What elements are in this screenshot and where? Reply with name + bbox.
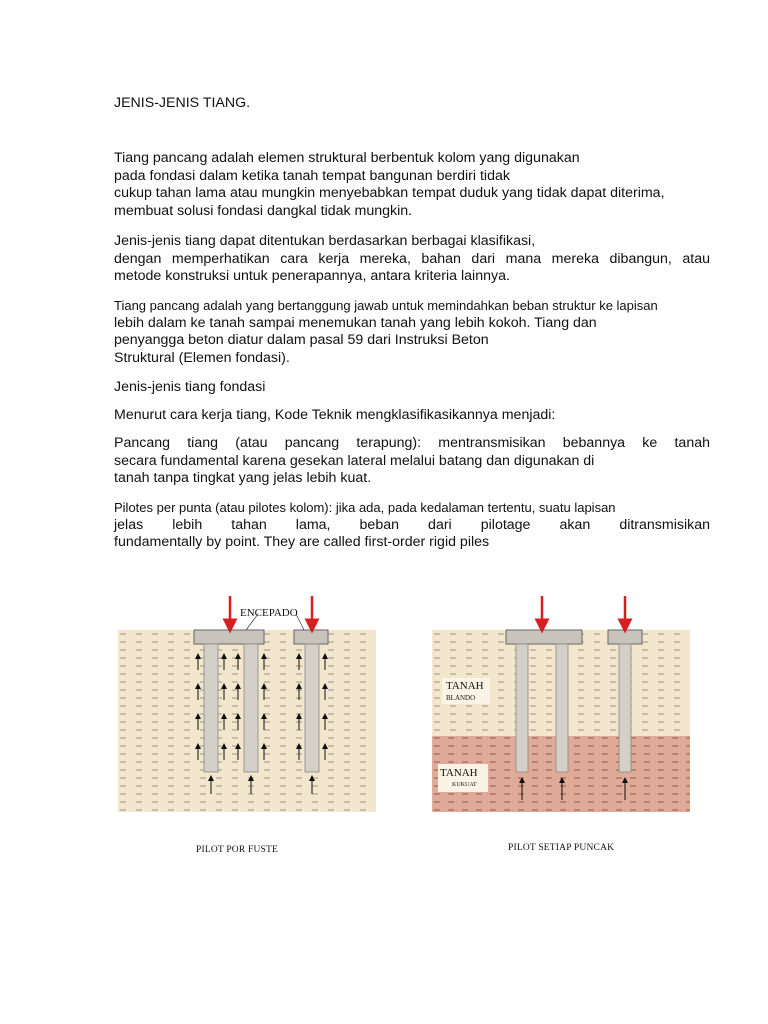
end-bearing-pile-diagram bbox=[432, 590, 692, 815]
paragraph-2-line: metode konstruksi untuk penerapannya, antara kriteria lainnya. bbox=[114, 268, 510, 285]
paragraph-2-line: dengan memperhatikan cara kerja mereka, bahan dari mana mereka dibangun, atau bbox=[114, 250, 710, 267]
paragraph-2 bbox=[114, 233, 710, 286]
paragraph-3-line: Struktural (Elemen fondasi). bbox=[114, 349, 290, 366]
pile-cap bbox=[506, 630, 582, 644]
hard-soil-label: TANAH bbox=[440, 767, 478, 779]
paragraph-6-line: tanah tanpa tingkat yang jelas lebih kuat. bbox=[114, 470, 372, 487]
paragraph-5: Menurut cara kerja tiang, Kode Teknik mengklasifikasikannya menjadi: bbox=[114, 407, 556, 423]
paragraph-7 bbox=[114, 499, 710, 552]
paragraph-1-line: membuat solusi fondasi dangkal tidak mungkin. bbox=[114, 202, 413, 219]
paragraph-1-line: Tiang pancang adalah elemen struktural berbentuk kolom yang digunakan bbox=[114, 150, 580, 166]
caption-friction-piles: PILOT POR FUSTE bbox=[196, 845, 279, 855]
pile bbox=[305, 644, 319, 772]
pile bbox=[619, 644, 631, 772]
paragraph-3-line: penyangga beton diatur dalam pasal 59 dari Instruksi Beton bbox=[114, 332, 489, 349]
paragraph-1 bbox=[114, 150, 710, 220]
paragraph-3-line: lebih dalam ke tanah sampai menemukan tanah yang lebih kokoh. Tiang dan bbox=[114, 314, 597, 331]
paragraph-7-line: Pilotes per punta (atau pilotes kolom): jika ada, pada kedalaman tertentu, suatu lapisan bbox=[114, 500, 616, 515]
pile-cap bbox=[608, 630, 642, 644]
paragraph-3-line: Tiang pancang adalah yang bertanggung jawab untuk memindahkan beban struktur ke lapisan bbox=[114, 298, 658, 313]
paragraph-1-line: pada fondasi dalam ketika tanah tempat bangunan berdiri tidak bbox=[114, 167, 510, 184]
paragraph-7-line: jelas lebih tahan lama, beban dari pilotage akan ditransmisikan bbox=[114, 516, 710, 533]
hard-soil-sublabel: KUKUAT bbox=[452, 782, 477, 788]
pile bbox=[204, 644, 218, 772]
soft-soil-sublabel: BLANDO bbox=[446, 694, 476, 702]
paragraph-3 bbox=[114, 297, 710, 367]
cap-label: ENCEPADO bbox=[240, 607, 298, 619]
friction-pile-diagram bbox=[118, 590, 378, 815]
caption-end-bearing-piles: PILOT SETIAP PUNCAK bbox=[508, 843, 615, 853]
page-title: JENIS-JENIS TIANG. bbox=[114, 95, 251, 111]
paragraph-6-line: secara fundamental karena gesekan lateral melalui batang dan digunakan di bbox=[114, 452, 595, 469]
paragraph-1-line: cukup tahan lama atau mungkin menyebabkan tempat duduk yang tidak dapat diterima, bbox=[114, 185, 665, 202]
paragraph-2-line: Jenis-jenis tiang dapat ditentukan berdasarkan berbagai klasifikasi, bbox=[114, 233, 536, 249]
pile bbox=[244, 644, 258, 772]
paragraph-6-line: Pancang tiang (atau pancang terapung): mentransmisikan bebannya ke tanah bbox=[114, 435, 710, 451]
soft-soil-label: TANAH bbox=[446, 680, 484, 692]
paragraph-6 bbox=[114, 435, 710, 488]
section-heading: Jenis-jenis tiang fondasi bbox=[114, 379, 266, 395]
pile-cap bbox=[294, 630, 328, 644]
paragraph-7-line: fundamentally by point. They are called first-order rigid piles bbox=[114, 534, 490, 551]
pile bbox=[556, 644, 568, 772]
pile bbox=[516, 644, 528, 772]
pile-cap bbox=[194, 630, 264, 644]
